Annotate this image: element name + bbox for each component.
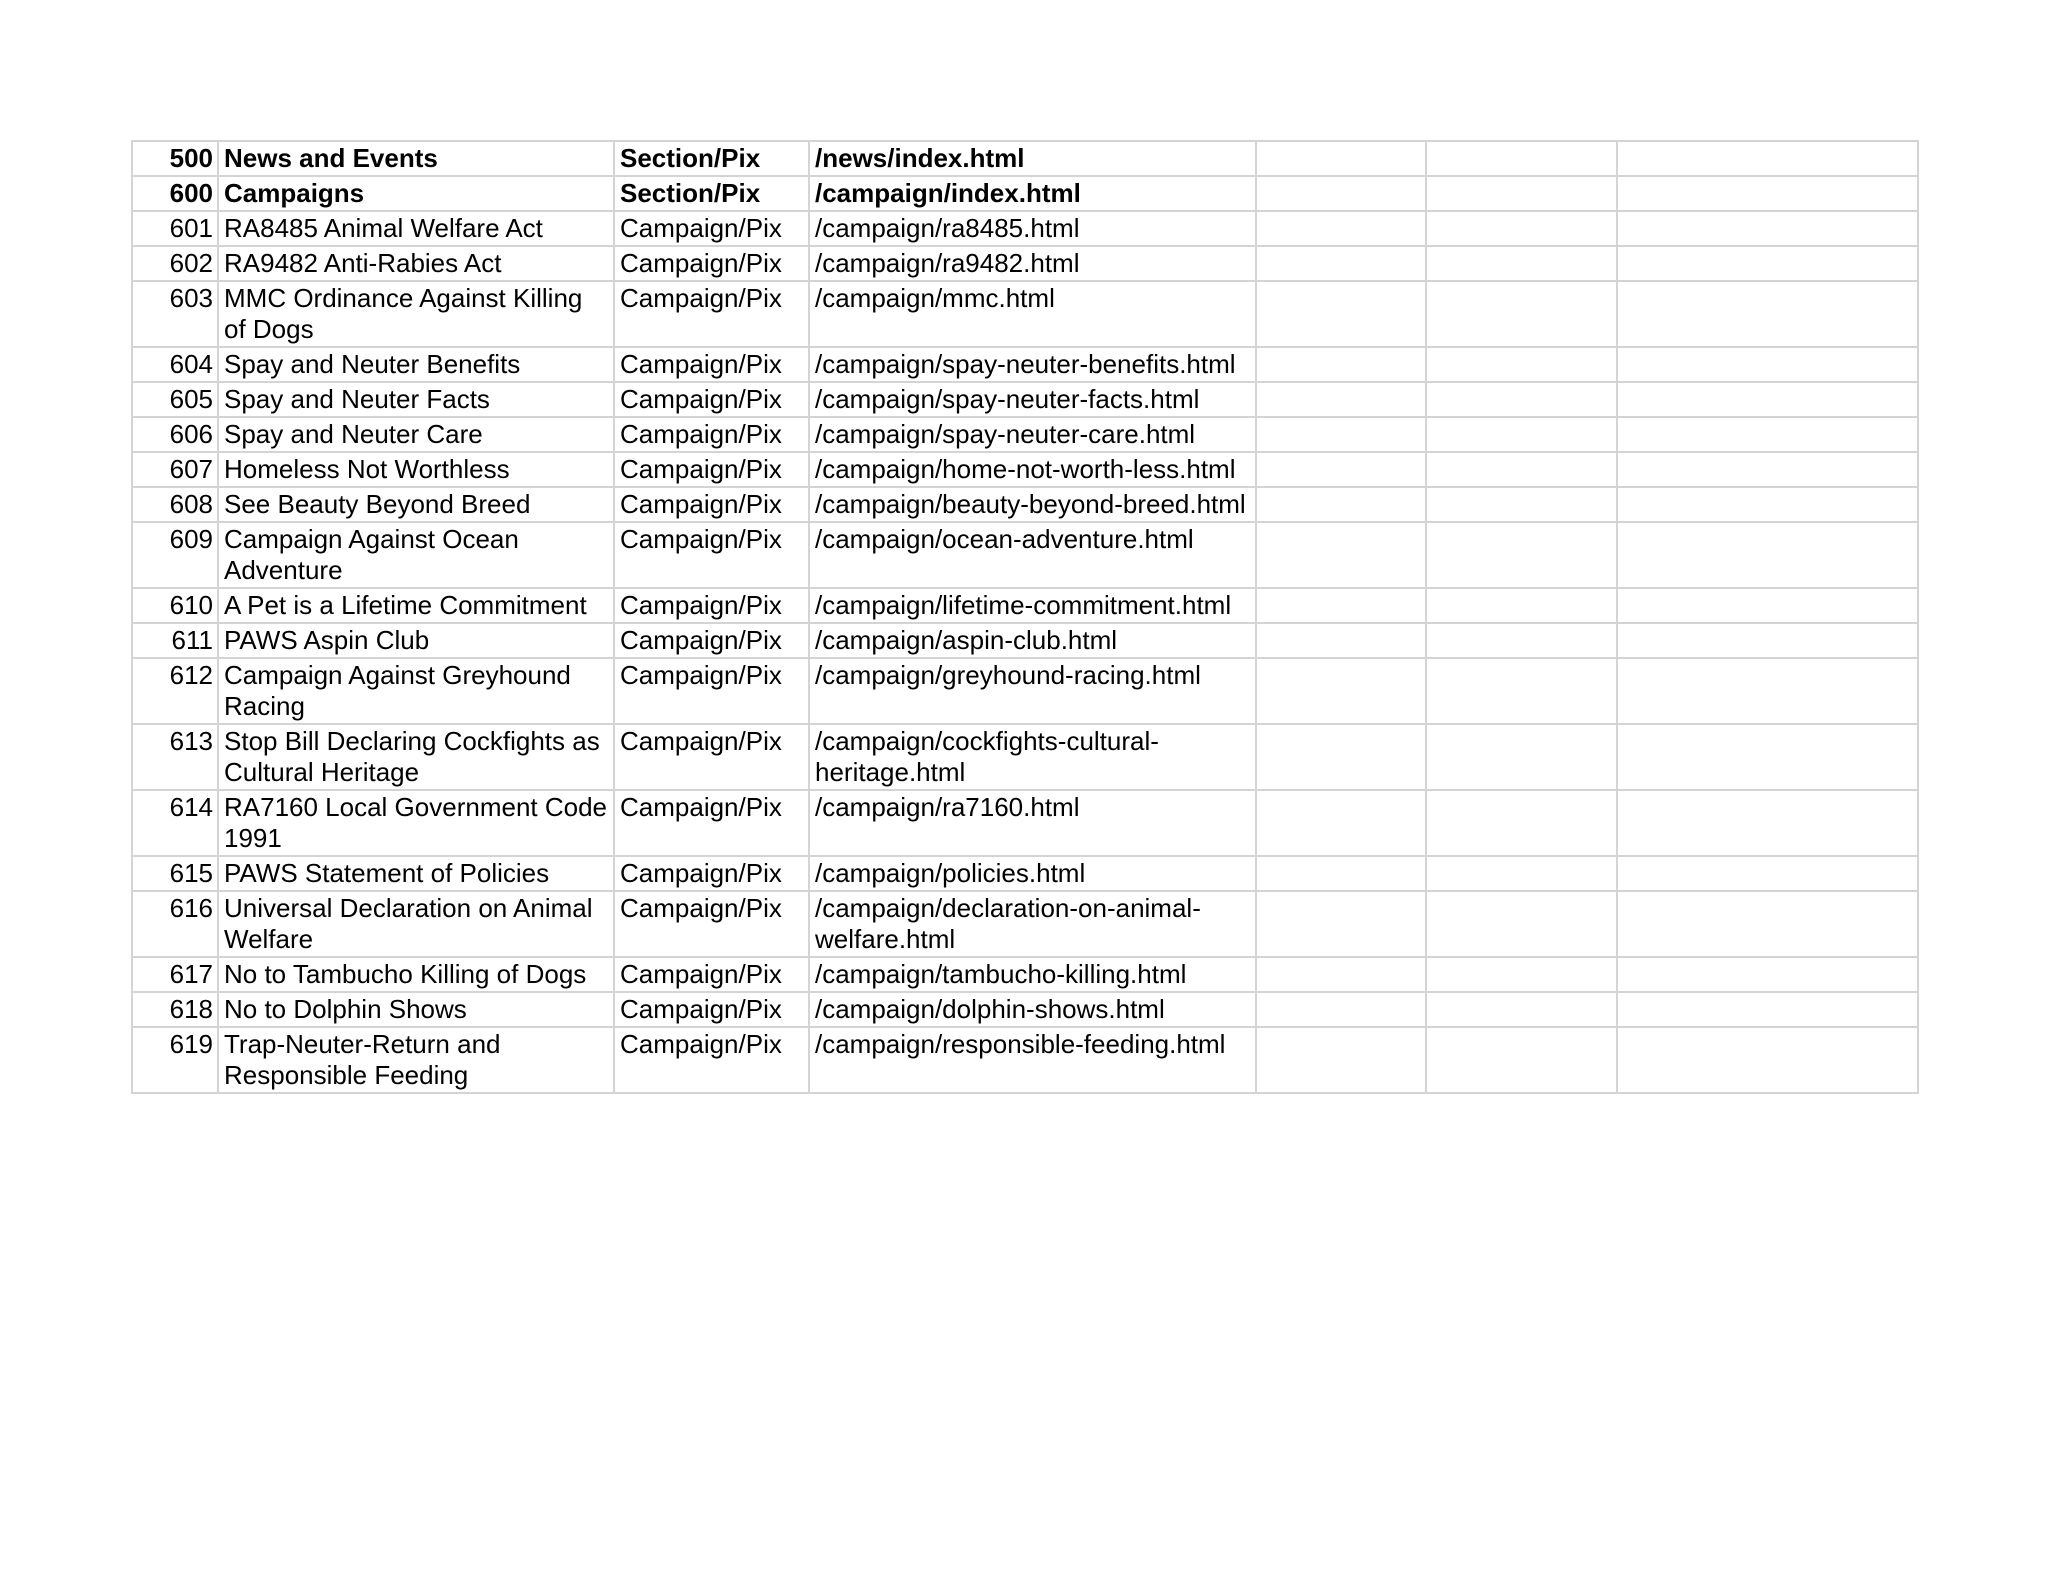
row-title-cell: Spay and Neuter Benefits (218, 347, 614, 382)
row-type-cell: Campaign/Pix (614, 992, 809, 1027)
row-title-cell: RA7160 Local Government Code 1991 (218, 790, 614, 856)
empty-cell (1256, 891, 1426, 957)
row-url-cell: /campaign/index.html (809, 176, 1256, 211)
row-id-cell: 614 (132, 790, 218, 856)
empty-cell (1256, 347, 1426, 382)
row-type-cell: Campaign/Pix (614, 522, 809, 588)
row-url-cell: /campaign/lifetime-commitment.html (809, 588, 1256, 623)
empty-cell (1426, 724, 1617, 790)
row-type-cell: Campaign/Pix (614, 957, 809, 992)
row-id-cell: 606 (132, 417, 218, 452)
row-url-cell: /campaign/spay-neuter-benefits.html (809, 347, 1256, 382)
empty-cell (1426, 1027, 1617, 1093)
empty-cell (1256, 856, 1426, 891)
row-type-cell: Campaign/Pix (614, 623, 809, 658)
empty-cell (1256, 382, 1426, 417)
row-type-cell: Campaign/Pix (614, 246, 809, 281)
empty-cell (1426, 992, 1617, 1027)
row-type-cell: Campaign/Pix (614, 382, 809, 417)
row-url-cell: /campaign/ocean-adventure.html (809, 522, 1256, 588)
empty-cell (1617, 992, 1918, 1027)
empty-cell (1617, 1027, 1918, 1093)
empty-cell (1426, 623, 1617, 658)
row-title-cell: News and Events (218, 141, 614, 176)
empty-cell (1256, 623, 1426, 658)
row-title-cell: Trap-Neuter-Return and Responsible Feeding (218, 1027, 614, 1093)
empty-cell (1426, 452, 1617, 487)
row-id-cell: 500 (132, 141, 218, 176)
row-url-cell: /campaign/aspin-club.html (809, 623, 1256, 658)
empty-cell (1256, 992, 1426, 1027)
row-url-cell: /campaign/spay-neuter-facts.html (809, 382, 1256, 417)
row-type-cell: Campaign/Pix (614, 790, 809, 856)
empty-cell (1256, 176, 1426, 211)
row-url-cell: /campaign/ra7160.html (809, 790, 1256, 856)
empty-cell (1426, 957, 1617, 992)
sitemap-table (131, 140, 1919, 1094)
row-type-cell: Campaign/Pix (614, 347, 809, 382)
row-url-cell: /news/index.html (809, 141, 1256, 176)
empty-cell (1617, 246, 1918, 281)
empty-cell (1426, 246, 1617, 281)
table-row (132, 176, 1918, 211)
row-title-cell: PAWS Aspin Club (218, 623, 614, 658)
table-row (132, 856, 1918, 891)
row-id-cell: 604 (132, 347, 218, 382)
empty-cell (1617, 347, 1918, 382)
row-type-cell: Campaign/Pix (614, 417, 809, 452)
empty-cell (1256, 417, 1426, 452)
row-id-cell: 608 (132, 487, 218, 522)
empty-cell (1256, 211, 1426, 246)
row-id-cell: 612 (132, 658, 218, 724)
empty-cell (1426, 382, 1617, 417)
table-row (132, 382, 1918, 417)
row-id-cell: 618 (132, 992, 218, 1027)
row-title-cell: A Pet is a Lifetime Commitment (218, 588, 614, 623)
row-url-cell: /campaign/mmc.html (809, 281, 1256, 347)
empty-cell (1617, 382, 1918, 417)
table-row (132, 957, 1918, 992)
row-title-cell: Spay and Neuter Facts (218, 382, 614, 417)
row-title-cell: Campaign Against Greyhound Racing (218, 658, 614, 724)
row-type-cell: Campaign/Pix (614, 452, 809, 487)
empty-cell (1256, 790, 1426, 856)
row-url-cell: /campaign/greyhound-racing.html (809, 658, 1256, 724)
row-url-cell: /campaign/policies.html (809, 856, 1256, 891)
row-id-cell: 617 (132, 957, 218, 992)
table-row (132, 588, 1918, 623)
empty-cell (1426, 487, 1617, 522)
row-title-cell: Universal Declaration on Animal Welfare (218, 891, 614, 957)
row-title-cell: No to Tambucho Killing of Dogs (218, 957, 614, 992)
empty-cell (1617, 588, 1918, 623)
table-row (132, 452, 1918, 487)
table-row (132, 246, 1918, 281)
row-title-cell: Stop Bill Declaring Cockfights as Cultural Heritage (218, 724, 614, 790)
row-type-cell: Campaign/Pix (614, 281, 809, 347)
row-url-cell: /campaign/tambucho-killing.html (809, 957, 1256, 992)
table-row (132, 141, 1918, 176)
table-row (132, 417, 1918, 452)
table-row (132, 211, 1918, 246)
row-id-cell: 613 (132, 724, 218, 790)
table-row (132, 992, 1918, 1027)
row-id-cell: 607 (132, 452, 218, 487)
row-url-cell: /campaign/spay-neuter-care.html (809, 417, 1256, 452)
row-url-cell: /campaign/responsible-feeding.html (809, 1027, 1256, 1093)
empty-cell (1426, 522, 1617, 588)
row-id-cell: 601 (132, 211, 218, 246)
table-row (132, 891, 1918, 957)
row-type-cell: Campaign/Pix (614, 658, 809, 724)
empty-cell (1426, 211, 1617, 246)
empty-cell (1426, 281, 1617, 347)
row-id-cell: 611 (132, 623, 218, 658)
row-type-cell: Campaign/Pix (614, 856, 809, 891)
empty-cell (1617, 452, 1918, 487)
row-url-cell: /campaign/declaration-on-animal-welfare.html (809, 891, 1256, 957)
empty-cell (1426, 347, 1617, 382)
empty-cell (1426, 176, 1617, 211)
table-row (132, 522, 1918, 588)
empty-cell (1617, 658, 1918, 724)
row-type-cell: Campaign/Pix (614, 724, 809, 790)
empty-cell (1426, 588, 1617, 623)
row-id-cell: 600 (132, 176, 218, 211)
empty-cell (1256, 724, 1426, 790)
row-type-cell: Campaign/Pix (614, 891, 809, 957)
row-title-cell: Spay and Neuter Care (218, 417, 614, 452)
row-type-cell: Section/Pix (614, 141, 809, 176)
row-url-cell: /campaign/ra9482.html (809, 246, 1256, 281)
empty-cell (1256, 452, 1426, 487)
row-title-cell: Campaign Against Ocean Adventure (218, 522, 614, 588)
empty-cell (1617, 790, 1918, 856)
empty-cell (1256, 487, 1426, 522)
row-url-cell: /campaign/beauty-beyond-breed.html (809, 487, 1256, 522)
row-url-cell: /campaign/ra8485.html (809, 211, 1256, 246)
table-body (132, 141, 1918, 1093)
table-row (132, 1027, 1918, 1093)
empty-cell (1256, 141, 1426, 176)
empty-cell (1426, 141, 1617, 176)
empty-cell (1617, 176, 1918, 211)
empty-cell (1617, 522, 1918, 588)
empty-cell (1426, 891, 1617, 957)
empty-cell (1617, 281, 1918, 347)
row-title-cell: Campaigns (218, 176, 614, 211)
empty-cell (1256, 1027, 1426, 1093)
table-row (132, 724, 1918, 790)
empty-cell (1617, 856, 1918, 891)
row-url-cell: /campaign/home-not-worth-less.html (809, 452, 1256, 487)
row-type-cell: Campaign/Pix (614, 487, 809, 522)
row-id-cell: 603 (132, 281, 218, 347)
row-title-cell: MMC Ordinance Against Killing of Dogs (218, 281, 614, 347)
empty-cell (1256, 246, 1426, 281)
empty-cell (1617, 623, 1918, 658)
row-title-cell: RA8485 Animal Welfare Act (218, 211, 614, 246)
empty-cell (1256, 522, 1426, 588)
row-title-cell: PAWS Statement of Policies (218, 856, 614, 891)
row-type-cell: Section/Pix (614, 176, 809, 211)
empty-cell (1426, 856, 1617, 891)
empty-cell (1617, 957, 1918, 992)
empty-cell (1617, 891, 1918, 957)
row-title-cell: RA9482 Anti-Rabies Act (218, 246, 614, 281)
row-id-cell: 619 (132, 1027, 218, 1093)
row-url-cell: /campaign/dolphin-shows.html (809, 992, 1256, 1027)
empty-cell (1426, 417, 1617, 452)
empty-cell (1426, 790, 1617, 856)
empty-cell (1256, 588, 1426, 623)
empty-cell (1617, 417, 1918, 452)
table-row (132, 347, 1918, 382)
row-url-cell: /campaign/cockfights-cultural-heritage.html (809, 724, 1256, 790)
row-id-cell: 616 (132, 891, 218, 957)
row-type-cell: Campaign/Pix (614, 1027, 809, 1093)
row-title-cell: Homeless Not Worthless (218, 452, 614, 487)
row-title-cell: See Beauty Beyond Breed (218, 487, 614, 522)
empty-cell (1256, 658, 1426, 724)
table-row (132, 623, 1918, 658)
row-id-cell: 609 (132, 522, 218, 588)
table-row (132, 281, 1918, 347)
table-row (132, 658, 1918, 724)
empty-cell (1617, 141, 1918, 176)
row-id-cell: 602 (132, 246, 218, 281)
row-type-cell: Campaign/Pix (614, 588, 809, 623)
empty-cell (1617, 487, 1918, 522)
empty-cell (1617, 211, 1918, 246)
empty-cell (1256, 281, 1426, 347)
row-id-cell: 610 (132, 588, 218, 623)
empty-cell (1426, 658, 1617, 724)
row-id-cell: 615 (132, 856, 218, 891)
empty-cell (1617, 724, 1918, 790)
table-row (132, 790, 1918, 856)
row-type-cell: Campaign/Pix (614, 211, 809, 246)
row-title-cell: No to Dolphin Shows (218, 992, 614, 1027)
table-row (132, 487, 1918, 522)
empty-cell (1256, 957, 1426, 992)
row-id-cell: 605 (132, 382, 218, 417)
